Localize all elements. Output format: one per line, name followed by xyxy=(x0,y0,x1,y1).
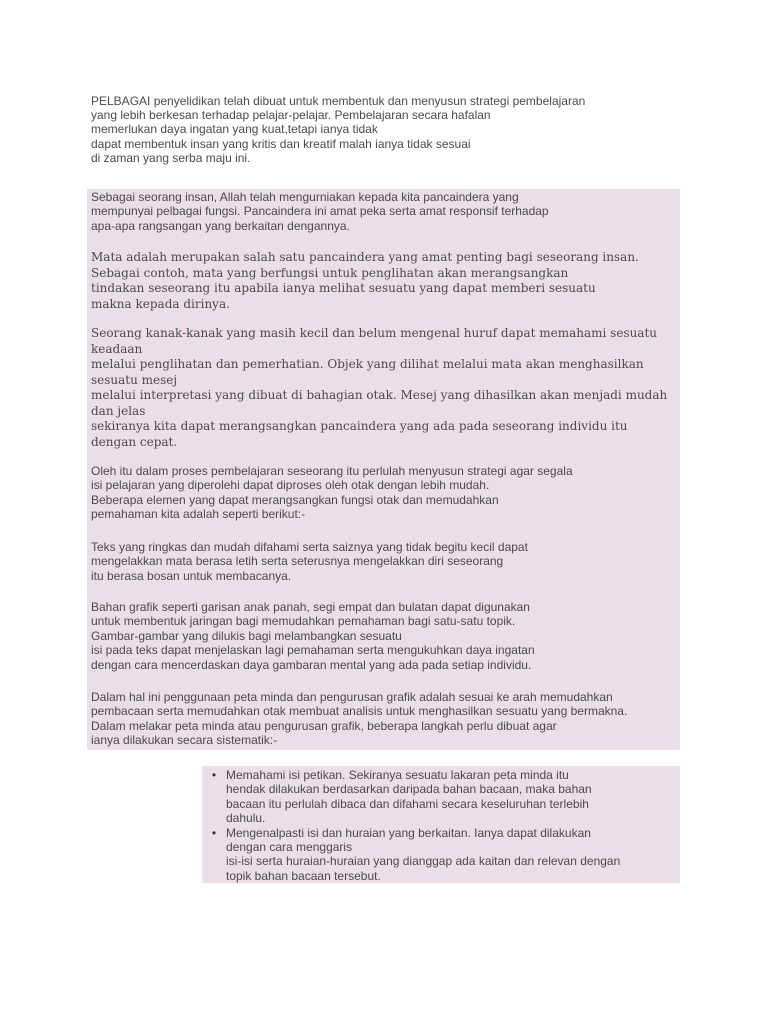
text-line: Dalam melakar peta minda atau pengurusan grafik, beberapa langkah perlu dibuat agar xyxy=(91,718,557,733)
text-line: dengan cara menggaris xyxy=(226,840,353,855)
text-line: dan jelas xyxy=(91,403,146,418)
text-line: mempunyai pelbagai fungsi. Pancaindera ini amat peka serta amat responsif terhadap xyxy=(91,204,549,219)
text-line: Mata adalah merupakan salah satu pancaindera yang amat penting bagi seseorang insan. xyxy=(91,250,639,264)
intro-paragraph xyxy=(91,94,585,165)
text-line: Bahan grafik seperti garisan anak panah, segi empat dan bulatan dapat digunakan xyxy=(91,600,530,614)
paragraph-teks-ringkas xyxy=(91,540,528,583)
paragraph-proses-pembelajaran xyxy=(91,464,573,522)
text-line: isi pada teks dapat menjelaskan lagi pemahaman serta mengukuhkan daya ingatan xyxy=(91,643,535,658)
text-line: dapat membentuk insan yang kritis dan kreatif malah ianya tidak sesuai xyxy=(91,136,471,151)
text-line: Sebagai seorang insan, Allah telah mengurniakan kepada kita pancaindera yang xyxy=(91,190,519,204)
text-line: untuk membentuk jaringan bagi memudahkan pemahaman bagi satu-satu topik. xyxy=(91,614,516,629)
text-line: isi pelajaran yang diperolehi dapat diproses oleh otak dengan lebih mudah. xyxy=(91,478,490,493)
text-line: melalui penglihatan dan pemerhatian. Objek yang dilihat melalui mata akan menghasilkan xyxy=(91,357,644,371)
list-item xyxy=(202,768,620,826)
text-line: mengelakkan mata berasa letih serta seterusnya mengelakkan diri seseorang xyxy=(91,554,504,569)
paragraph-pancaindera xyxy=(91,190,549,233)
text-line: pembacaan serta memudahkan otak membuat analisis untuk menghasilkan sesuatu yang bermakna. xyxy=(91,704,628,719)
text-line: Sebagai contoh, mata yang berfungsi untuk penglihatan akan merangsangkan xyxy=(91,265,569,280)
text-line: PELBAGAI penyelidikan telah dibuat untuk membentuk dan menyusun strategi pembelajaran xyxy=(91,94,586,108)
text-line: Oleh itu dalam proses pembelajaran seseorang itu perlulah menyusun strategi agar segala xyxy=(91,464,573,478)
paragraph-bahan-grafik xyxy=(91,600,535,672)
text-line: isi-isi serta huraian-huraian yang dianggap ada kaitan dan relevan dengan xyxy=(226,854,621,869)
bullet-list xyxy=(202,768,620,883)
paragraph-kanak-kanak xyxy=(91,326,667,450)
text-line: Teks yang ringkas dan mudah difahami serta saiznya yang tidak begitu kecil dapat xyxy=(91,540,528,554)
text-line: Memahami isi petikan. Sekiranya sesuatu lakaran peta minda itu xyxy=(226,768,569,782)
text-line: yang lebih berkesan terhadap pelajar-pelajar. Pembelajaran secara hafalan xyxy=(91,108,491,123)
paragraph-peta-minda xyxy=(91,690,627,748)
text-line: itu berasa bosan untuk membacanya. xyxy=(91,568,292,583)
text-line: sekiranya kita dapat merangsangkan pancaindera yang ada pada seseorang individu itu xyxy=(91,419,628,433)
text-line: melalui interpretasi yang dibuat di bahagian otak. Mesej yang dihasilkan akan menjadi mudah xyxy=(91,388,668,402)
text-line: Gambar-gambar yang dilukis bagi melambangkan sesuatu xyxy=(91,628,402,643)
text-line: Mengenalpasti isi dan huraian yang berkaitan. Ianya dapat dilakukan xyxy=(226,825,591,840)
bullet-icon: • xyxy=(211,825,217,840)
text-line: di zaman yang serba maju ini. xyxy=(91,150,251,165)
text-line: pemahaman kita adalah seperti berikut:- xyxy=(91,507,306,522)
text-line: tindakan seseorang itu apabila ianya melihat sesuatu yang dapat memberi sesuatu xyxy=(91,281,596,295)
text-line: dahulu. xyxy=(226,811,266,826)
text-line: Dalam hal ini penggunaan peta minda dan pengurusan grafik adalah sesuai ke arah memudahkan xyxy=(91,690,613,704)
text-line: dengan cara mencerdaskan daya gambaran mental yang ada pada setiap individu. xyxy=(91,657,532,672)
text-line: bacaan itu perlulah dibaca dan difahami secara keseluruhan terlebih xyxy=(226,796,589,811)
text-line: dengan cepat. xyxy=(91,434,178,449)
text-line: apa-apa rangsangan yang berkaitan dengannya. xyxy=(91,218,350,233)
paragraph-mata xyxy=(91,250,639,312)
text-line: makna kepada dirinya. xyxy=(91,296,230,311)
text-line: ianya dilakukan secara sistematik:- xyxy=(91,733,278,748)
text-line: Seorang kanak-kanak yang masih kecil dan belum mengenal huruf dapat memahami sesuatu xyxy=(91,326,658,340)
text-line: sesuatu mesej xyxy=(91,372,178,387)
text-line: Beberapa elemen yang dapat merangsangkan fungsi otak dan memudahkan xyxy=(91,492,499,507)
text-line: topik bahan bacaan tersebut. xyxy=(226,868,381,883)
text-line: hendak dilakukan berdasarkan daripada bahan bacaan, maka bahan xyxy=(226,782,592,797)
list-item xyxy=(202,826,620,884)
text-line: memerlukan daya ingatan yang kuat,tetapi ianya tidak xyxy=(91,122,378,137)
text-line: keadaan xyxy=(91,341,143,356)
bullet-icon: • xyxy=(211,768,217,782)
